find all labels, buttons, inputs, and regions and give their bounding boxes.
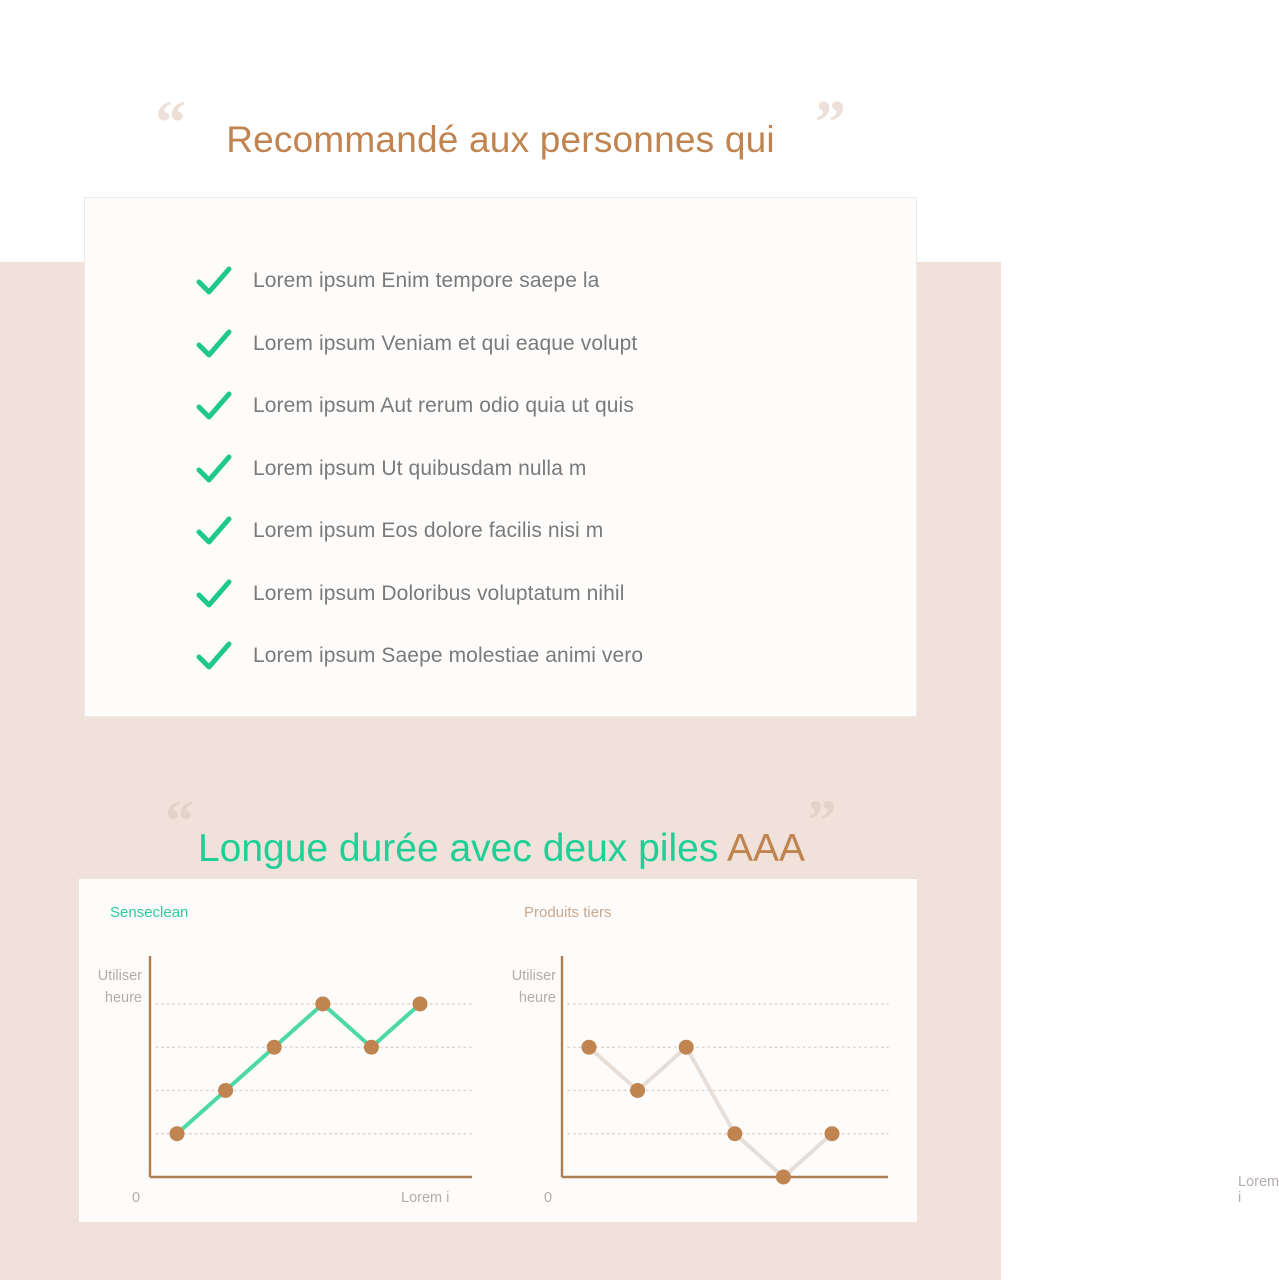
benefits-card bbox=[84, 197, 917, 717]
charts-panel bbox=[79, 879, 1279, 1222]
check-icon bbox=[197, 330, 253, 358]
quote-close-icon: ” bbox=[814, 89, 846, 157]
check-icon bbox=[197, 267, 253, 295]
list-item bbox=[85, 375, 916, 438]
check-icon bbox=[197, 392, 253, 420]
list-item bbox=[85, 500, 916, 563]
list-item-label: Lorem ipsum Saepe molestiae animi vero bbox=[253, 644, 644, 668]
quote-close-icon: ” bbox=[807, 788, 837, 853]
battery-headline-accent: AAA bbox=[727, 827, 806, 871]
list-item-label: Lorem ipsum Doloribus voluptatum nihil bbox=[253, 581, 625, 605]
chart-title: Senseclean bbox=[110, 904, 189, 921]
list-item-label: Lorem ipsum Enim tempore saepe la bbox=[253, 269, 600, 293]
headline-section bbox=[0, 84, 1001, 196]
x-axis-tick-start: 0 bbox=[544, 1190, 553, 1206]
list-item-label: Lorem ipsum Aut rerum odio quia ut quis bbox=[253, 394, 634, 418]
quote-open-icon: “ bbox=[164, 788, 194, 853]
list-item bbox=[85, 313, 916, 376]
check-icon bbox=[197, 517, 253, 545]
chart-title: Produits tiers bbox=[524, 904, 612, 921]
benefits-list bbox=[85, 198, 916, 688]
chart-senseclean bbox=[79, 879, 498, 1222]
chart-produits-tiers bbox=[498, 879, 1279, 1222]
y-axis-label: Utiliser heure bbox=[97, 968, 142, 1006]
check-icon bbox=[197, 580, 253, 608]
battery-headline bbox=[198, 818, 805, 880]
list-item-label: Lorem ipsum Eos dolore facilis nisi m bbox=[253, 519, 604, 543]
list-item-label: Lorem ipsum Veniam et qui eaque volupt bbox=[253, 331, 638, 355]
x-axis-tick-start: 0 bbox=[132, 1190, 141, 1206]
list-item-label: Lorem ipsum Ut quibusdam nulla m bbox=[253, 456, 587, 480]
check-icon bbox=[197, 642, 253, 670]
y-axis-label: Utiliser heure bbox=[511, 968, 556, 1006]
chart-plot-area bbox=[498, 879, 917, 1222]
x-axis-tick-end: Lorem i bbox=[401, 1190, 450, 1206]
list-item bbox=[85, 438, 916, 501]
chart-plot-area bbox=[79, 879, 498, 1222]
x-axis-tick-end: Lorem i bbox=[1238, 1174, 1279, 1206]
check-icon bbox=[197, 455, 253, 483]
battery-headline-main: Longue durée avec deux piles bbox=[197, 827, 728, 871]
page-title: Recommandé aux personnes qui bbox=[226, 118, 775, 160]
quote-open-icon: “ bbox=[155, 89, 187, 157]
list-item bbox=[85, 563, 916, 626]
list-item bbox=[85, 625, 916, 688]
list-item bbox=[85, 250, 916, 313]
